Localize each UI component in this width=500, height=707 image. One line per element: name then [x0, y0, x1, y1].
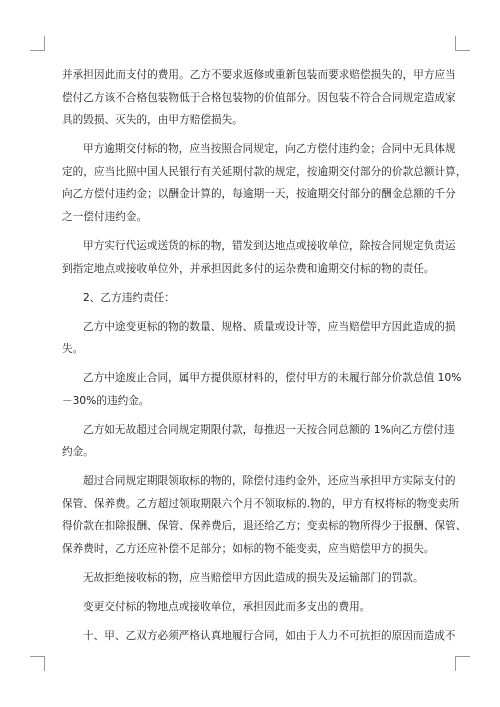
text-line: 甲方逾期交付标的物，应当按照合同规定，向乙方偿付违约金；合同中无具体规 — [83, 143, 456, 156]
crop-mark-bottom-left — [30, 656, 45, 671]
text-line: 甲方实行代运或送货的标的物，错发到达地点或接收单位，除按合同规定负责运 — [83, 239, 456, 252]
text-line: 并承担因此而支付的费用。乙方不要求返修或重新包装而要求赔偿损失的，甲方应当 — [62, 69, 456, 81]
text-line: 具的毁损、灭失的，由甲方赔偿损失。 — [62, 114, 243, 127]
text-line: 2、乙方违约责任： — [83, 291, 175, 304]
text-line: 乙方中途变更标的物的数量、规格、质量或设计等，应当赔偿甲方因此造成的损 — [83, 320, 456, 333]
paragraph — [62, 596, 438, 619]
paragraph — [62, 367, 462, 412]
text-line: 约金。 — [62, 446, 94, 459]
crop-mark-bottom-right — [455, 656, 470, 671]
paragraph — [62, 470, 467, 560]
text-line: 失。 — [62, 343, 84, 356]
paragraph — [62, 625, 456, 648]
crop-mark-top-left — [30, 36, 45, 51]
text-line: 之一偿付违约金。 — [62, 210, 148, 223]
paragraph — [62, 419, 455, 464]
text-line: 变更交付标的物地点或接收单位，承担因此而多支出的费用。 — [83, 600, 371, 613]
text-line: 保管、保养费。乙方超过领取期限六个月不领取标的.物的，甲方有权将标的物变卖所 — [62, 497, 460, 510]
text-line: －30%的违约金。 — [62, 394, 150, 407]
text-line: 向乙方偿付违约金；以酬金计算的，每逾期一天，按逾期交付部分的酬金总额的千分 — [62, 188, 456, 201]
paragraph — [62, 316, 456, 361]
text-line: 无故拒绝接收标的物，应当赔偿甲方因此造成的损失及运输部门的罚款。 — [83, 572, 424, 584]
text-line: 保养费时，乙方还应补偿不足部分；如标的物不能变卖，应当赔偿甲方的损失。 — [62, 543, 435, 556]
text-line: 定的，应当比照中国人民银行有关延期付款的规定，按逾期交付部分的价款总额计算， — [62, 165, 467, 178]
paragraph — [62, 567, 438, 590]
text-line: 乙方如无故超过合同规定期限付款，每推迟一天按合同总额的 1%向乙方偿付违 — [83, 423, 455, 436]
text-line: 得价款在扣除报酬、保管、保养费后，退还给乙方；变卖标的物所得少于报酬、保管、 — [62, 520, 467, 533]
paragraph — [62, 138, 467, 228]
text-line: 偿付乙方该不合格包装物低于合格包装物的价值部分。因包装不符合合同规定造成家 — [62, 91, 456, 104]
document-body — [62, 64, 467, 648]
paragraph — [62, 287, 438, 310]
text-line: 超过合同规定期限领取标的物的，除偿付违约金外，还应当承担甲方实际支付的 — [83, 475, 456, 488]
paragraph — [62, 64, 456, 132]
crop-mark-top-right — [455, 36, 470, 51]
text-line: 十、甲、乙双方必须严格认真地履行合同，如由于人力不可抗拒的原因而造成不 — [83, 629, 456, 642]
paragraph — [62, 235, 456, 280]
text-line: 到指定地点或接收单位外，并承担因此多付的运杂费和逾期交付标的物的责任。 — [62, 262, 435, 275]
text-line: 乙方中途废止合同，属甲方提供原材料的，偿付甲方的未履行部分价款总值 10% — [83, 372, 462, 385]
